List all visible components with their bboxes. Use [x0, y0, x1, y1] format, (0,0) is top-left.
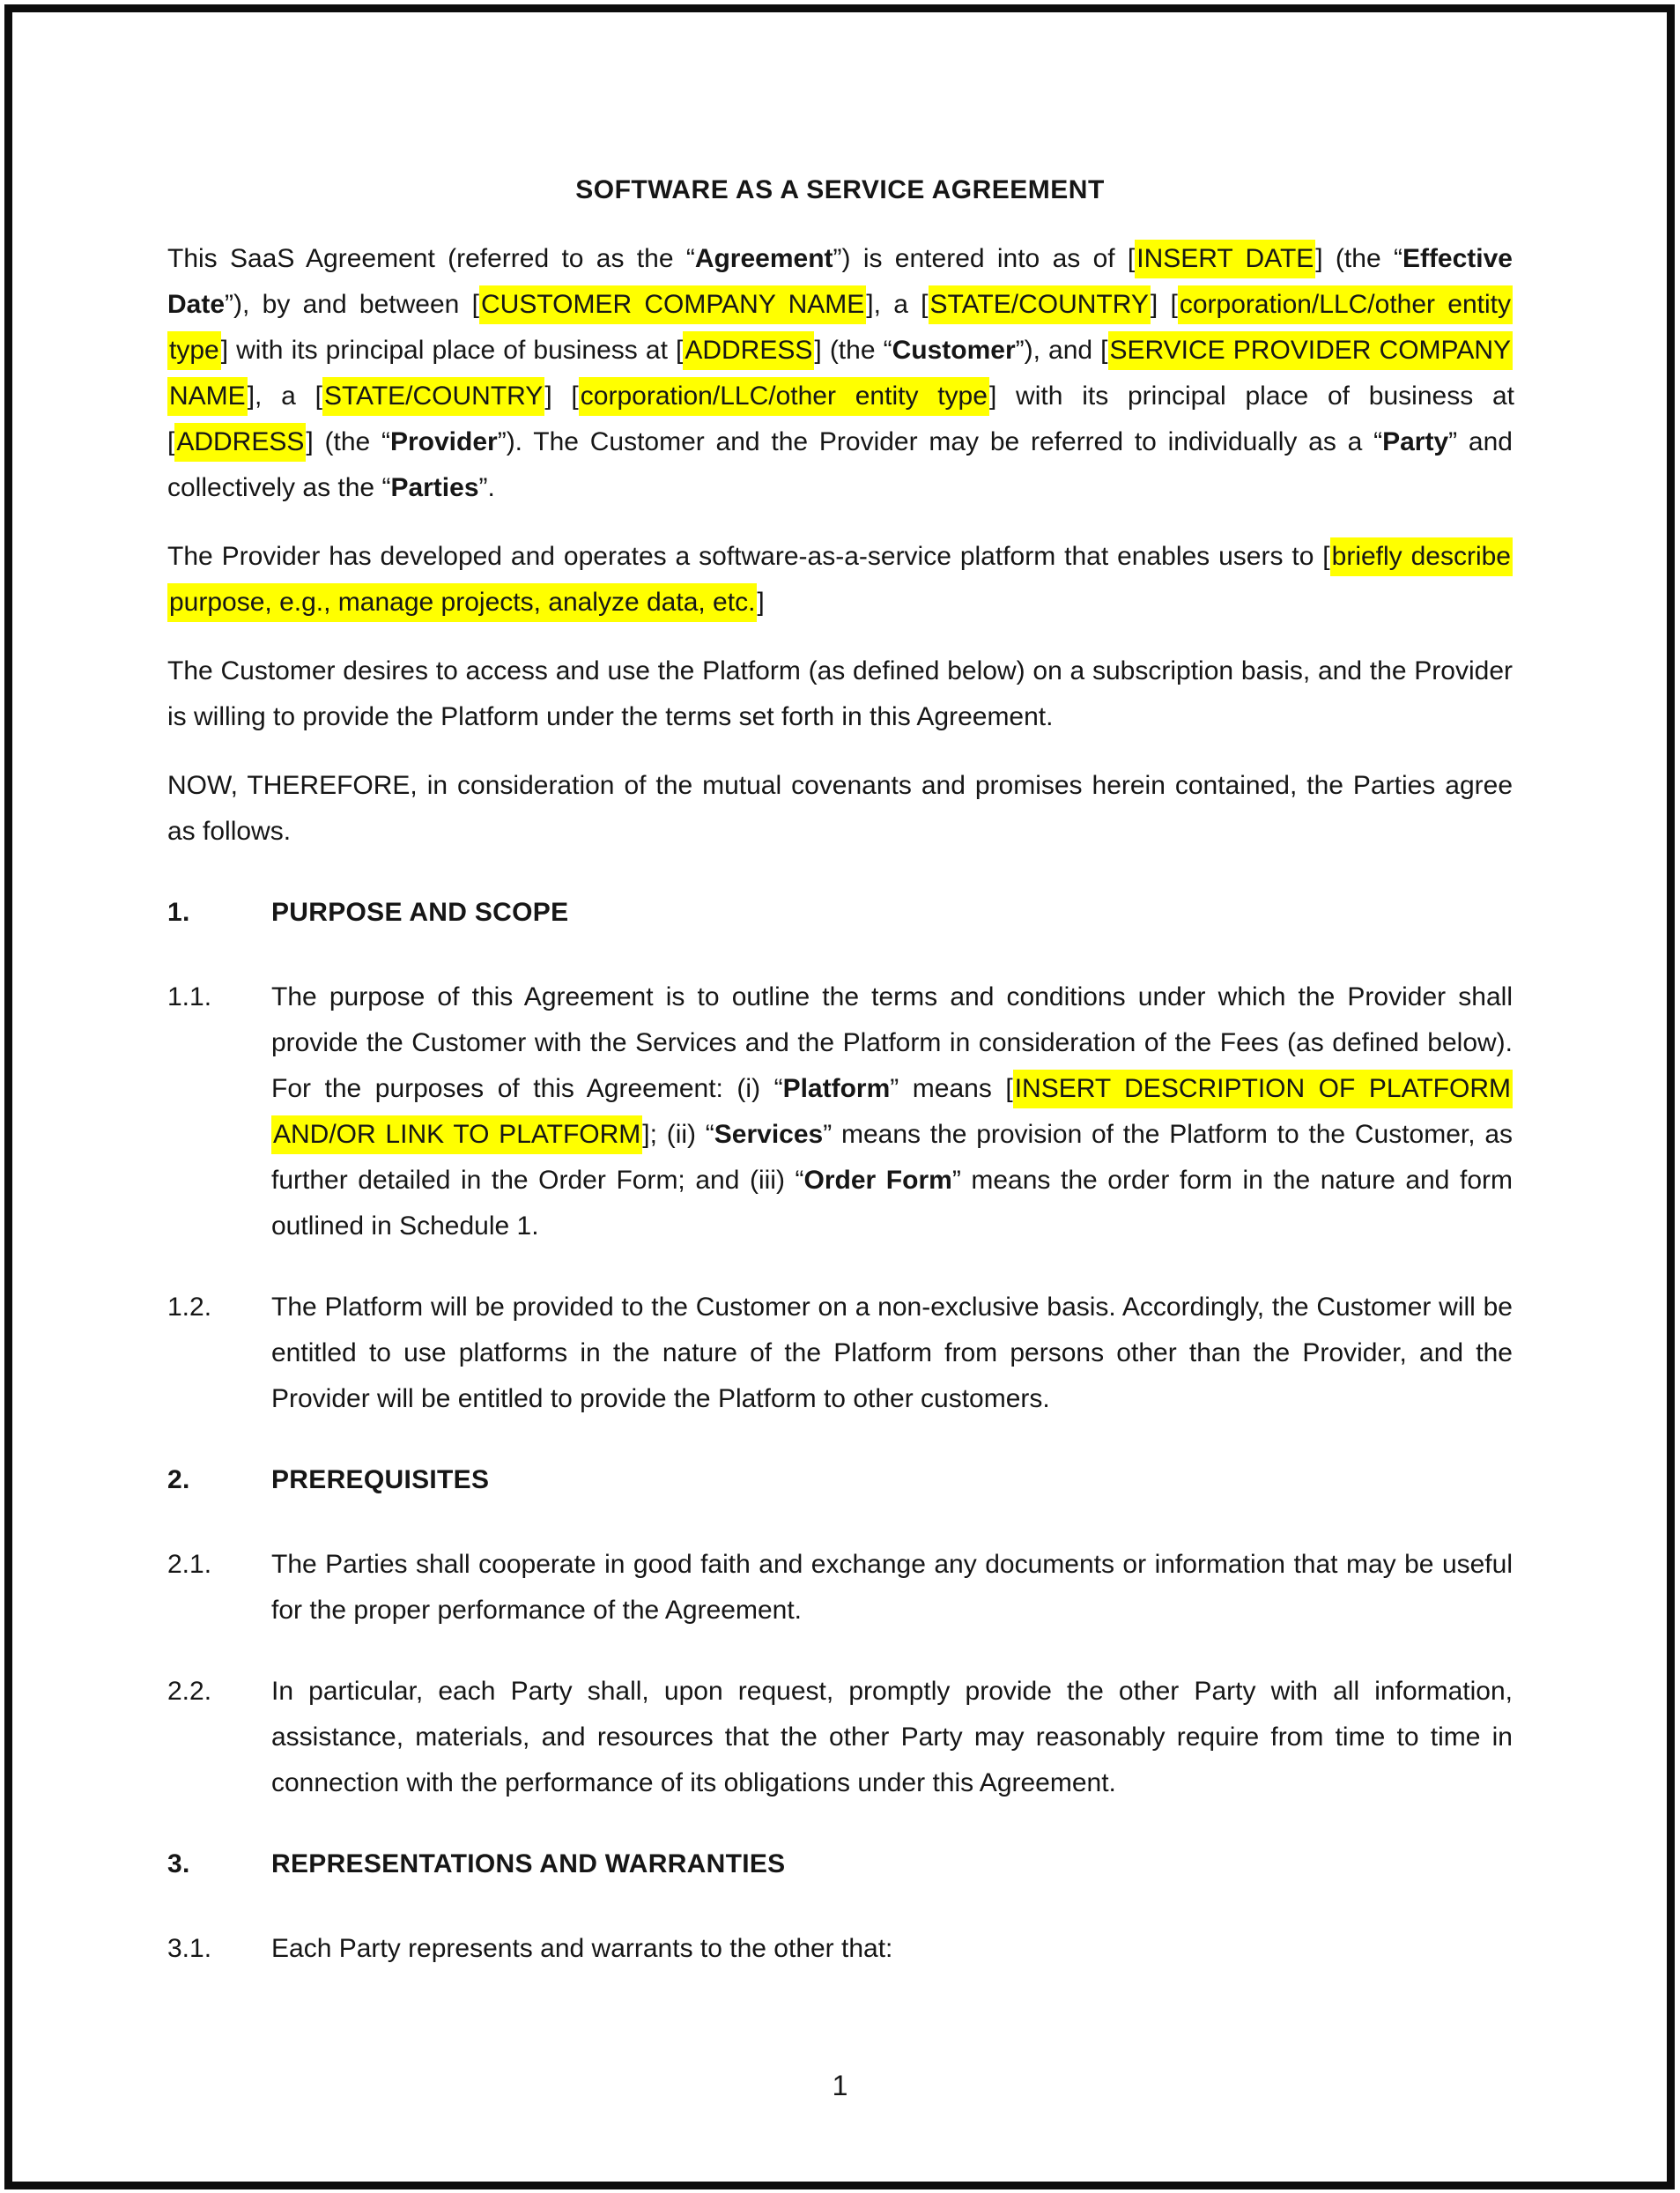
text-run: This SaaS Agreement (referred to as the “ — [167, 244, 695, 273]
bold-term: Customer — [892, 336, 1016, 365]
text-run: ”), and [ — [1015, 336, 1108, 365]
text-run: ] with its principal place of business at [ — [167, 382, 1515, 456]
text-run: ] [ — [544, 382, 579, 411]
highlighted-placeholder: CUSTOMER COMPANY NAME — [479, 285, 866, 324]
document-title: SOFTWARE AS A SERVICE AGREEMENT — [575, 175, 1105, 204]
section-heading — [167, 1457, 1513, 1503]
text-run: ”), by and between [ — [225, 290, 479, 319]
text-run: ”) is entered into as of [ — [833, 244, 1136, 273]
section-number: 2. — [167, 1465, 190, 1494]
text-run: The Provider has developed and operates a software-as-a-service platform that enables users to [ — [167, 542, 1330, 571]
text-run: ], a [ — [247, 382, 322, 411]
text-run: ], a [ — [866, 290, 929, 319]
highlighted-placeholder: corporation/LLC/other entity type — [579, 377, 989, 416]
bold-term: Order Form — [803, 1166, 952, 1195]
bold-term: Effective Date — [167, 244, 1513, 319]
paragraph — [167, 236, 1513, 511]
text-run: ]; (ii) “ — [642, 1120, 714, 1149]
section-number: 1. — [167, 898, 190, 927]
clause-paragraph — [167, 1285, 1513, 1422]
text-run: ” means [ — [890, 1074, 1013, 1103]
text-run: Each Party represents and warrants to the other that: — [271, 1934, 893, 1963]
paragraphs-container — [167, 236, 1513, 1972]
clause-number: 2.1. — [167, 1550, 212, 1579]
section-title: REPRESENTATIONS AND WARRANTIES — [271, 1849, 786, 1878]
text-run: NOW, THEREFORE, in consideration of the mutual covenants and promises herein contained, the Parties agree as follows. — [167, 771, 1513, 846]
section-heading — [167, 890, 1513, 936]
highlighted-placeholder: ADDRESS — [683, 331, 814, 370]
text-run: ] (the “ — [814, 336, 892, 365]
highlighted-placeholder: INSERT DESCRIPTION OF PLATFORM AND/OR LINK TO PLATFORM — [271, 1070, 1513, 1154]
clause-paragraph — [167, 1926, 1513, 1972]
text-run: The Customer desires to access and use the Platform (as defined below) on a subscription basis, and the Provider is willing to provide the Platform under the terms set forth in this Agreement. — [167, 656, 1513, 731]
bold-term: Parties — [390, 473, 479, 502]
text-run: ] (the “ — [1315, 244, 1402, 273]
bold-term: Platform — [782, 1074, 891, 1103]
highlighted-placeholder: briefly describe purpose, e.g., manage projects, analyze data, etc. — [167, 537, 1513, 622]
text-run: The purpose of this Agreement is to outline the terms and conditions under which the Provider shall provide the Customer with the Services and the Platform in consideration of the Fees (as defined below). For the purposes of this Agreement: (i) “ — [271, 982, 1513, 1103]
paragraph — [167, 763, 1513, 855]
highlighted-placeholder: STATE/COUNTRY — [929, 285, 1151, 324]
clause-number: 1.1. — [167, 982, 212, 1011]
bold-term: Provider — [389, 427, 498, 456]
text-run: ] — [757, 588, 765, 617]
clause-paragraph — [167, 1542, 1513, 1634]
section-title: PURPOSE AND SCOPE — [271, 898, 569, 927]
text-run: ” means the provision of the Platform to the Customer, as further detailed in the Order Form; and (iii) “ — [271, 1120, 1513, 1195]
section-number: 3. — [167, 1849, 190, 1878]
text-run: The Parties shall cooperate in good faith and exchange any documents or information that may be useful for the proper performance of the Agreement. — [271, 1550, 1513, 1625]
clause-paragraph — [167, 1669, 1513, 1806]
highlighted-placeholder: ADDRESS — [174, 423, 306, 462]
section-title: PREREQUISITES — [271, 1465, 490, 1494]
text-run: ”. — [478, 473, 495, 502]
bold-term: Party — [1382, 427, 1449, 456]
text-run: ] with its principal place of business at [ — [220, 336, 684, 365]
text-run: ” and collectively as the “ — [167, 427, 1513, 502]
text-run: In particular, each Party shall, upon request, promptly provide the other Party with all information, assistance, materials, and resources that the other Party may reasonably require from time to time in connection with the performance of its obligations under this Agreement. — [271, 1677, 1513, 1797]
text-run: ] [ — [1150, 290, 1178, 319]
text-run: ” means the order form in the nature and form outlined in Schedule 1. — [271, 1166, 1513, 1241]
highlighted-placeholder: SERVICE PROVIDER COMPANY NAME — [167, 331, 1513, 416]
highlighted-placeholder: STATE/COUNTRY — [322, 377, 544, 416]
clause-number: 3.1. — [167, 1934, 212, 1963]
text-run: ”). The Customer and the Provider may be referred to individually as a “ — [497, 427, 1383, 456]
clause-number: 1.2. — [167, 1293, 212, 1322]
paragraph — [167, 534, 1513, 626]
clause-number: 2.2. — [167, 1677, 212, 1706]
bold-term: Agreement — [694, 244, 833, 273]
highlighted-placeholder: corporation/LLC/other entity type — [167, 285, 1513, 370]
text-run: The Platform will be provided to the Customer on a non-exclusive basis. Accordingly, the Customer will be entitled to use platforms in the nature of the Platform from persons other than the Provider, and the Provider will be entitled to provide the Platform to other customers. — [271, 1293, 1513, 1413]
page-number: 1 — [832, 2070, 848, 2101]
paragraph — [167, 648, 1513, 740]
text-run: ] (the “ — [306, 427, 390, 456]
document-content — [12, 12, 1668, 2181]
bold-term: Services — [714, 1120, 824, 1149]
clause-paragraph — [167, 974, 1513, 1249]
highlighted-placeholder: INSERT DATE — [1135, 240, 1315, 278]
section-heading — [167, 1841, 1513, 1887]
